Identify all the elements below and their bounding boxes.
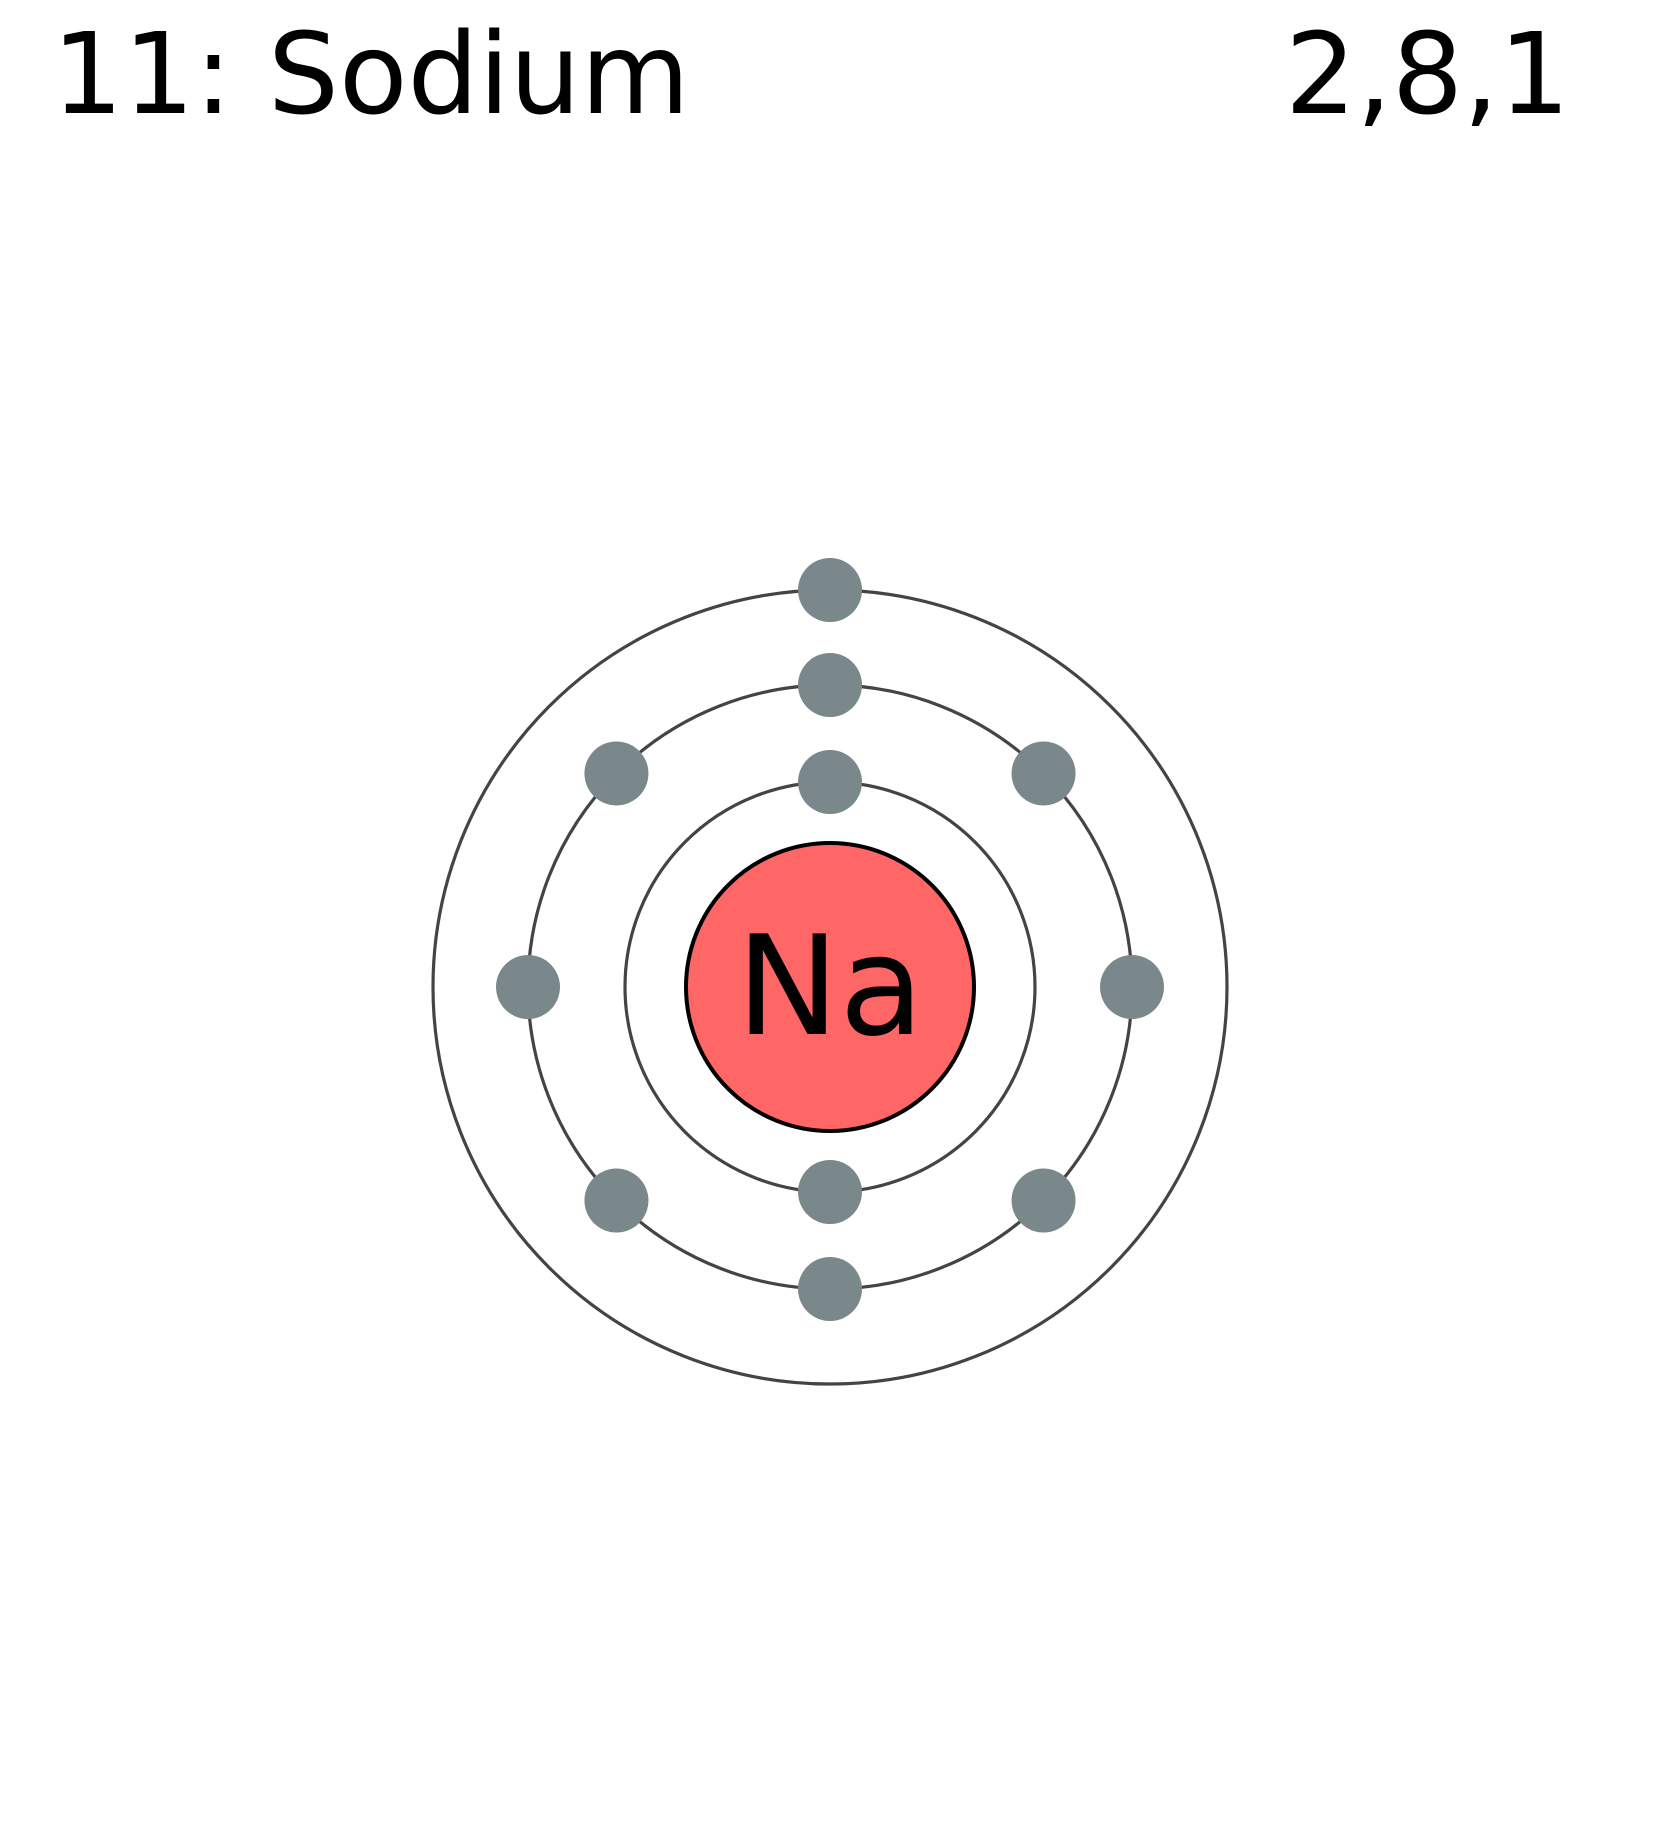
element-symbol: Na	[736, 906, 924, 1067]
shell-1-electron-1	[798, 750, 862, 814]
shell-2-electron-4	[1012, 1169, 1076, 1233]
element-title: 11: Sodium	[52, 10, 690, 140]
shell-2-electron-2	[1012, 741, 1076, 805]
shell-1-electron-2	[798, 1160, 862, 1224]
shell-2-electron-6	[584, 1169, 648, 1233]
electron-configuration: 2,8,1	[1285, 10, 1570, 140]
shell-2-electron-7	[496, 955, 560, 1019]
shell-2-electron-8	[584, 741, 648, 805]
shell-2-electron-1	[798, 653, 862, 717]
shell-2-electron-5	[798, 1257, 862, 1321]
shell-3-electron-1	[798, 558, 862, 622]
shell-2-electron-3	[1100, 955, 1164, 1019]
